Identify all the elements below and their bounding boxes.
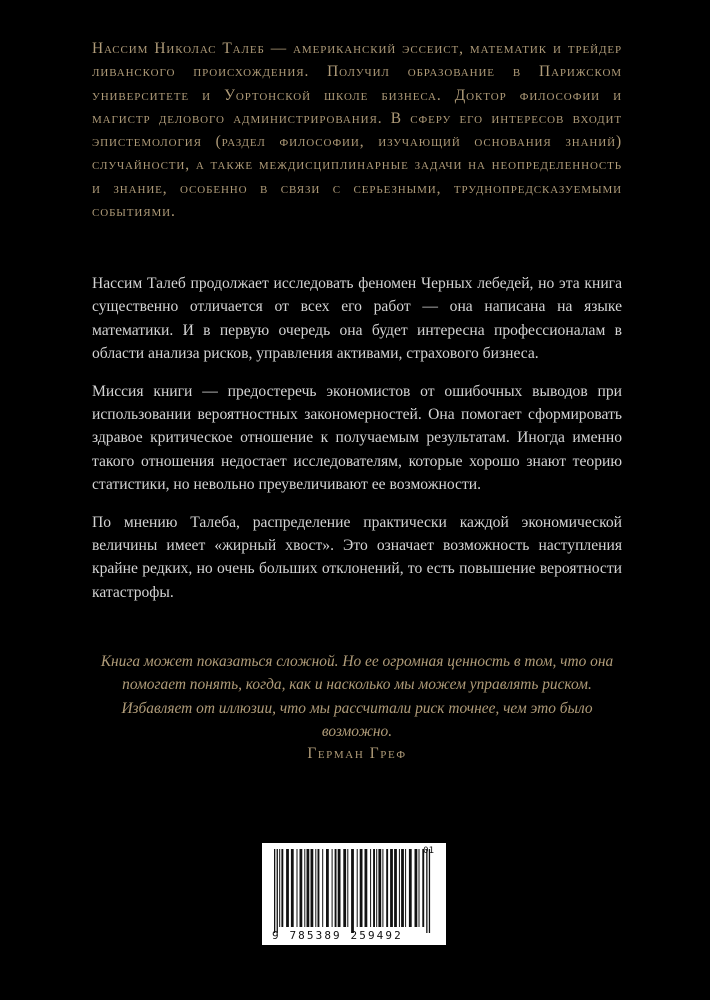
description-paragraph: По мнению Талеба, распределение практически каждой экономической величины имеет «жирный хвост». Это означает возможность наступления крайне редких, но очень больших отклонений, то есть повышение вероятности катастрофы.: [92, 513, 622, 601]
barcode-price-code: 01: [423, 846, 434, 856]
endorsement-author: Герман Греф: [307, 745, 407, 762]
description-paragraph: Нассим Талеб продолжает исследовать феномен Черных лебедей, но эта книга существенно отличается от всех его работ — она написана на языке математики. И в первую очередь она будет интересна профессионалам в области анализа рисков, управления активами, страхового бизнеса.: [92, 275, 622, 363]
barcode-isbn-digits: 9 785389 259492: [272, 929, 403, 942]
book-description: [92, 272, 622, 618]
description-paragraph: Миссия книги — предостеречь экономистов от ошибочных выводов при использовании вероятностных закономерностей. Она помогает сформировать здравое критическое отношение к получаемым результатам. Иногда именно такого отношения недостает исследователям, которые хорошо знают теорию статистики, но невольно преувеличивают ее возможности.: [92, 382, 622, 494]
endorsement-quote: Книга может показаться сложной. Но ее огромная ценность в том, что она помогает понять, когда, как и насколько мы можем управлять риском. Избавляет от иллюзии, что мы рассчитали риск точнее, чем это было возможно.: [100, 653, 614, 740]
isbn-barcode: [262, 843, 446, 945]
author-bio: Нассим Николас Талеб — американский эссеист, математик и трейдер ливанского происхождения. Получил образование в Парижском университете и Уортонской школе бизнеса. Доктор философии и магистр делового администрирования. В сферу его интересов входит эпистемология (раздел философии, изучающий основания знаний) случайности, а также междисциплинарные задачи на неопределенность и знание, особенно в связи с серьезными, труднопредсказуемыми событиями.: [92, 40, 622, 221]
